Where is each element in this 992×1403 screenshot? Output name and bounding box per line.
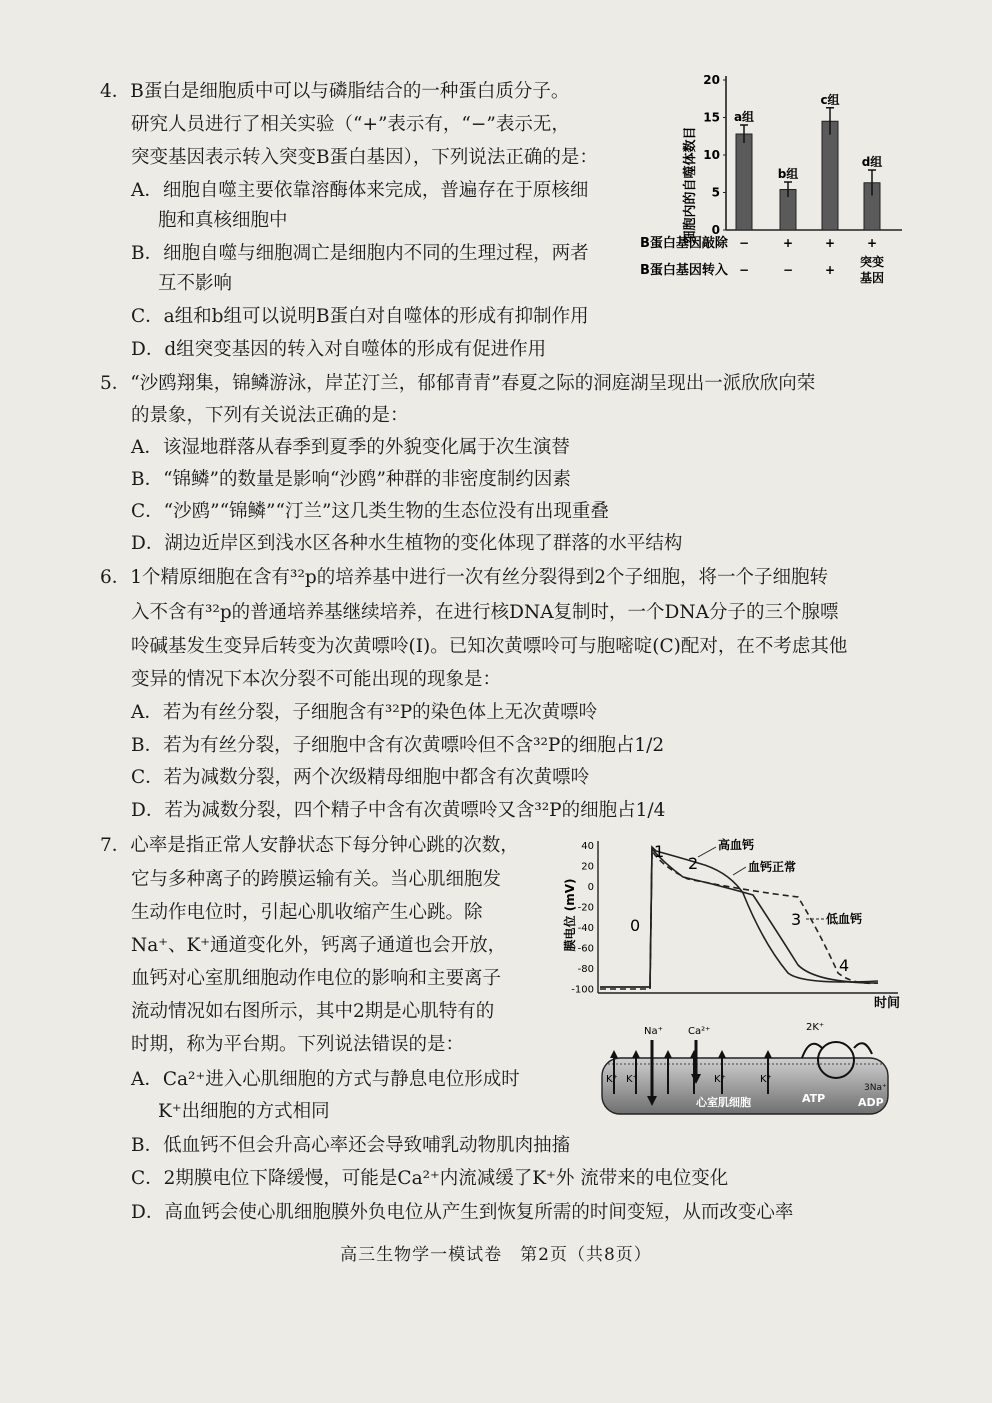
bar-chart-ylabel: 细胞内的自噬体数目: [683, 126, 698, 244]
q5-option-c: C．“沙鸥”“锦鳞”“汀兰”这几类生物的生态位没有出现重叠: [131, 501, 609, 522]
q7-option-a: A．Ca²⁺进入心肌细胞的方式与静息电位形成时: [131, 1069, 520, 1090]
k-ion-label-1: K⁺: [606, 1074, 618, 1085]
q5-stem-line-2: 的景象，下列有关说法正确的是：: [131, 405, 409, 426]
q7-stem-line-4: Na⁺、K⁺通道变化外，钙离子通道也会开放，: [131, 935, 507, 956]
bar-3: [822, 121, 838, 230]
q4-stem-line-2: 研究人员进行了相关实验（“+”表示有，“−”表示无，: [131, 114, 570, 135]
row2-mark-3: +: [824, 263, 836, 277]
bar-label-4: d组: [861, 155, 883, 169]
bar-ytick-label: 0: [711, 223, 720, 237]
phase-2-label: 2: [688, 854, 699, 873]
phase-3-label: 3: [791, 910, 802, 929]
phase-1-label: 1: [654, 842, 665, 861]
q4-option-b-cont: 互不影响: [158, 273, 233, 294]
row2-mark-2: −: [782, 263, 794, 277]
q6-option-b: B．若为有丝分裂，子细胞中含有次黄嘌呤但不含³²P的细胞占1/2: [131, 735, 665, 756]
row1-mark-1: −: [738, 236, 750, 250]
ap-ytick-label: -80: [577, 964, 594, 975]
bar-1: [736, 134, 752, 230]
q6-stem-line-4: 变异的情况下本次分裂不可能出现的现象是：: [131, 669, 502, 690]
ap-ytick-label: -60: [577, 943, 594, 955]
bar-label-1: a组: [733, 110, 755, 124]
q5-option-b: B．“锦鳞”的数量是影响“沙鸥”种群的非密度制约因素: [131, 469, 571, 490]
q6-stem-line-3: 呤碱基发生变异后转变为次黄嘌呤(I)。已知次黄嘌呤可与胞嘧啶(C)配对，在不考虑其他: [131, 636, 848, 657]
row2-mark-4: 突变: [859, 255, 885, 269]
q5-stem-line-1: 5．“沙鸥翔集，锦鳞游泳，岸芷汀兰，郁郁青青”春夏之际的洞庭湖呈现出一派欣欣向荣: [100, 373, 816, 394]
adp-label: ADP: [858, 1096, 884, 1109]
row1-mark-4: +: [866, 236, 878, 250]
q5-option-a: A．该湿地群落从春季到夏季的外貌变化属于次生演替: [131, 437, 570, 458]
q5-option-d: D．湖边近岸区到浅水区各种水生植物的变化体现了群落的水平结构: [131, 533, 683, 554]
autophagosome-bar-chart: [640, 70, 940, 292]
q7-option-a-cont: K⁺出细胞的方式相同: [158, 1101, 330, 1122]
page-footer: 高三生物学一模试卷 第2页（共8页）: [340, 1245, 652, 1265]
phase-4-label: 4: [839, 956, 850, 975]
2k-ion-label: 2K⁺: [806, 1022, 825, 1033]
q7-stem-line-5: 血钙对心室肌细胞动作电位的影响和主要离子: [131, 968, 502, 989]
cell-label: 心室肌细胞: [696, 1096, 751, 1109]
q6-stem-line-1: 6．1个精原细胞在含有³²p的培养基中进行一次有丝分裂得到2个子细胞，将一个子细胞转: [100, 567, 828, 588]
q7-stem-line-2: 它与多种离子的跨膜运输有关。当心肌细胞发: [131, 869, 502, 890]
bar-ytick-label: 5: [711, 185, 720, 200]
q4-stem-line-3: 突变基因表示转入突变B蛋白基因），下列说法正确的是：: [131, 147, 598, 168]
k-ion-label-4: K⁺: [760, 1074, 772, 1085]
q4-option-a-cont: 胞和真核细胞中: [158, 210, 288, 231]
q6-option-d: D．若为减数分裂，四个精子中含有次黄嘌呤又含³²P的细胞占1/4: [131, 800, 666, 821]
q7-stem-line-1: 7．心率是指正常人安静状态下每分钟心跳的次数，: [100, 835, 519, 856]
ap-ylabel: 膜电位 (mV): [563, 878, 577, 952]
row1-mark-3: +: [824, 236, 836, 250]
q6-stem-line-2: 入不含有³²p的普通培养基继续培养，在进行核DNA复制时，一个DNA分子的三个腺嘌: [131, 602, 839, 623]
bar-label-2: b组: [777, 167, 799, 181]
ap-ytick-label: 20: [581, 861, 594, 873]
row2-mark-4-cont: 基因: [859, 271, 885, 285]
row2-label: B蛋白基因转入: [640, 263, 728, 278]
q6-option-a: A．若为有丝分裂，子细胞含有³²P的染色体上无次黄嘌呤: [131, 702, 598, 723]
row2-mark-1: −: [738, 263, 750, 277]
bar-ytick-label: 20: [703, 73, 720, 87]
q7-option-b: B．低血钙不但会升高心率还会导致哺乳动物肌肉抽搐: [131, 1135, 571, 1156]
q6-option-c: C．若为减数分裂，两个次级精母细胞中都含有次黄嘌呤: [131, 767, 590, 788]
action-potential-chart: [548, 833, 910, 1013]
q4-option-a: A．细胞自噬主要依靠溶酶体来完成，普遍存在于原核细: [131, 180, 589, 201]
ap-ytick-label: -40: [577, 923, 594, 934]
ap-xlabel: 时间: [874, 996, 901, 1011]
na-ion-label: Na⁺: [644, 1026, 663, 1037]
phase-0-label: 0: [630, 916, 641, 935]
low-calcium-label: 低血钙: [826, 912, 863, 926]
row1-label: B蛋白基因敲除: [640, 236, 728, 251]
q4-option-c: C．a组和b组可以说明B蛋白对自噬体的形成有抑制作用: [131, 306, 589, 327]
ap-ytick-label: 40: [581, 841, 594, 852]
q4-option-b: B．细胞自噬与细胞凋亡是细胞内不同的生理过程，两者: [131, 243, 589, 264]
normal-calcium-label: 血钙正常: [748, 860, 797, 874]
high-calcium-label: 高血钙: [718, 838, 755, 852]
k-ion-label-2: K⁺: [626, 1074, 638, 1085]
ap-ytick-label: 0: [587, 882, 594, 893]
q4-option-d: D．d组突变基因的转入对自噬体的形成有促进作用: [131, 339, 547, 360]
bar-label-3: c组: [820, 92, 840, 107]
k-ion-label-3: K⁺: [714, 1074, 726, 1085]
ap-ytick-label: -20: [577, 902, 594, 914]
q7-option-d: D．高血钙会使心肌细胞膜外负电位从产生到恢复所需的时间变短，从而改变心率: [131, 1202, 794, 1223]
ap-ytick-label: -100: [571, 984, 594, 996]
q7-stem-line-3: 生动作电位时，引起心肌收缩产生心跳。除: [131, 902, 483, 923]
ca-ion-label: Ca²⁺: [688, 1026, 711, 1037]
bar-ytick-label: 15: [703, 110, 720, 125]
atp-label: ATP: [802, 1092, 826, 1105]
bar-ytick-label: 10: [703, 148, 720, 162]
membrane-ion-diagram: [596, 1018, 896, 1122]
q4-stem-line-1: 4．B蛋白是细胞质中可以与磷脂结合的一种蛋白质分子。: [100, 81, 570, 102]
3na-label: 3Na⁺: [864, 1083, 887, 1093]
q7-stem-line-6: 流动情况如右图所示，其中2期是心肌特有的: [131, 1001, 495, 1022]
q7-option-c: C．2期膜电位下降缓慢，可能是Ca²⁺内流减缓了K⁺外 流带来的电位变化: [131, 1168, 729, 1189]
row1-mark-2: +: [782, 236, 794, 250]
q7-stem-line-7: 时期，称为平台期。下列说法错误的是：: [131, 1034, 465, 1055]
